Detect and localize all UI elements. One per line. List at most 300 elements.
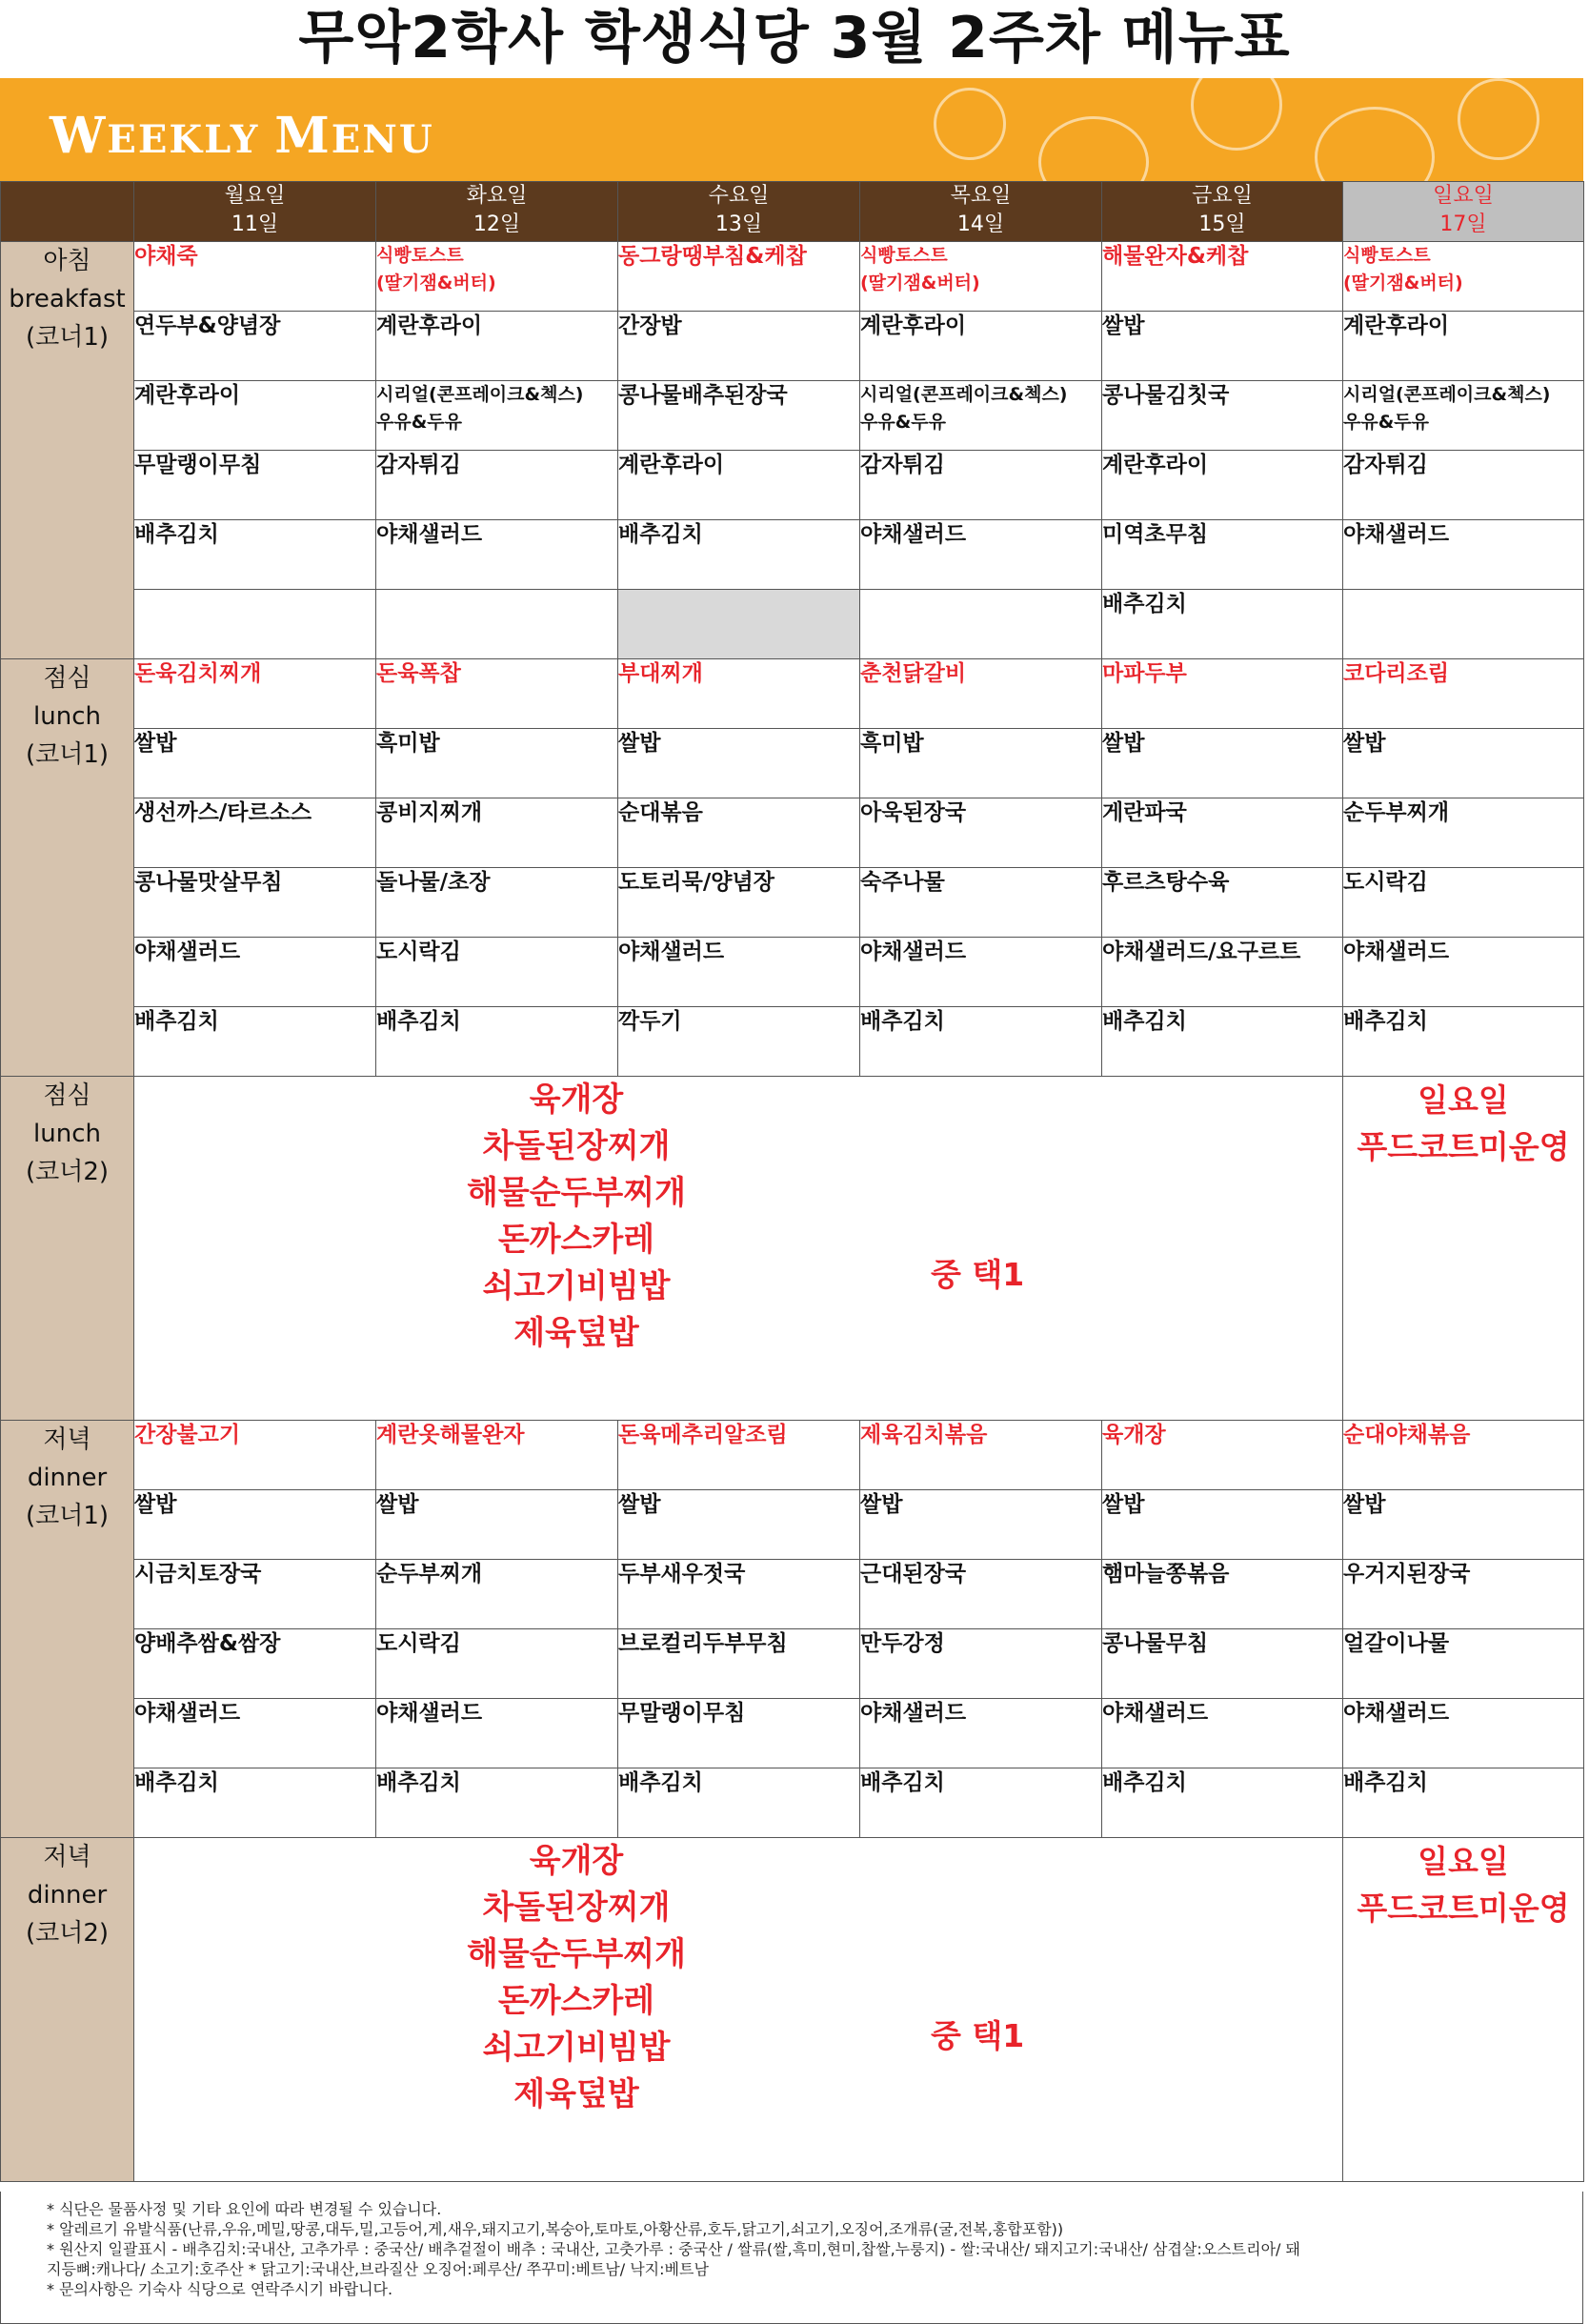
menu-item: 흑미밥 <box>376 731 440 756</box>
menu-item: 미역초무침 <box>1102 522 1209 547</box>
menu-cell <box>1343 798 1584 868</box>
menu-item: 게란파국 <box>1102 800 1187 825</box>
breakfast-row <box>1 590 1584 659</box>
menu-cell <box>1343 1699 1584 1768</box>
weekly-menu-logo: WEEKLY MENU <box>50 107 434 165</box>
day-header: 화요일 12일 <box>376 182 618 242</box>
menu-item: 감자튀김 <box>376 453 461 477</box>
menu-cell <box>618 659 860 729</box>
sunday-note-line: 일요일 <box>1418 1843 1509 1880</box>
menu-item: (딸기잼&버터) <box>860 273 980 293</box>
choice-menu-item: 제육덮밥 <box>513 1314 639 1352</box>
menu-item: 동그랑땡부침&케찹 <box>618 244 807 269</box>
menu-cell <box>860 798 1102 868</box>
menu-item: 연두부&양념장 <box>134 313 281 338</box>
menu-item: 계란후라이 <box>134 383 241 408</box>
menu-item: 야채샐러드 <box>860 940 967 964</box>
menu-item: 시리얼(콘프레이크&첵스) <box>860 384 1068 405</box>
lunch1-row <box>1 868 1584 938</box>
menu-item: 야채샐러드/요구르트 <box>1102 940 1301 964</box>
menu-item: 배추김치 <box>376 1009 461 1034</box>
menu-item: 배추김치 <box>1343 1770 1428 1795</box>
menu-item: 쌀밥 <box>1343 731 1386 756</box>
day-header: 금요일 15일 <box>1102 182 1343 242</box>
menu-cell <box>1343 1560 1584 1629</box>
day-header: 목요일 14일 <box>860 182 1102 242</box>
menu-item: 야채샐러드 <box>1343 1701 1450 1726</box>
menu-item: 해물완자&케찹 <box>1102 244 1249 269</box>
menu-item: 감자튀김 <box>860 453 945 477</box>
dinner1-row <box>1 1421 1584 1490</box>
menu-cell <box>134 1490 376 1560</box>
menu-cell <box>1102 729 1343 798</box>
menu-cell <box>860 242 1102 312</box>
menu-cell <box>376 242 618 312</box>
lunch1-row <box>1 729 1584 798</box>
meal-label-line: dinner <box>27 1464 108 1492</box>
dinner2-sunday-cell <box>1343 1838 1584 2182</box>
menu-cell <box>134 798 376 868</box>
menu-cell <box>860 520 1102 590</box>
menu-cell <box>618 451 860 520</box>
page-title: 무악2학사 학생식당 3월 2주차 메뉴표 <box>298 5 1291 71</box>
meal-label-line: (코너2) <box>25 1158 110 1186</box>
choose-one-note: 중 택1 <box>931 1256 1025 1293</box>
footnote: * 원산지 일괄표시 - 배추김치:국내산, 고추가루 : 중국산/ 배추겉절이 배추 : 국내산, 고춧가루 : 중국산 / 쌀류(쌀,흑미,현미,찹쌀,누룽지) - 쌀:국내산/ 돼지고기:국내산/ 삼겹살:오스트리아/ 돼 <box>47 2240 1300 2258</box>
menu-cell <box>1343 590 1584 659</box>
menu-item: 브로컬리두부무침 <box>618 1631 788 1656</box>
menu-cell <box>860 729 1102 798</box>
menu-cell <box>376 729 618 798</box>
menu-item: 생선까스/타르소스 <box>134 800 312 825</box>
menu-item: 우거지된장국 <box>1343 1562 1471 1586</box>
menu-item: 깍두기 <box>618 1009 682 1034</box>
menu-item: 계란후라이 <box>376 313 483 338</box>
menu-item: 배추김치 <box>618 1770 703 1795</box>
menu-cell <box>1343 1629 1584 1699</box>
menu-cell <box>134 590 376 659</box>
menu-cell <box>1343 1421 1584 1490</box>
dinner1-row <box>1 1490 1584 1560</box>
footnote: * 식단은 물품사정 및 기타 요인에 따라 변경될 수 있습니다. <box>47 2200 442 2218</box>
menu-cell <box>1343 1490 1584 1560</box>
lunch1-row <box>1 938 1584 1007</box>
lunch1-row <box>1 1007 1584 1077</box>
menu-cell <box>860 938 1102 1007</box>
menu-cell <box>618 1699 860 1768</box>
menu-cell <box>1102 1768 1343 1838</box>
meal-label-line: 저녁 <box>43 1843 91 1871</box>
choice-menu-list <box>467 1077 686 1357</box>
menu-item: 시금치토장국 <box>134 1562 262 1586</box>
footnote: 지등뼈:캐나다/ 소고기:호주산 * 닭고기:국내산,브라질산 오징어:페루산/ 쭈꾸미:베트남/ 낙지:베트남 <box>47 2260 709 2278</box>
menu-cell <box>1343 312 1584 381</box>
menu-item: 식빵토스트 <box>1343 245 1431 266</box>
menu-cell <box>1102 798 1343 868</box>
menu-item: 콩나물배추된장국 <box>618 383 788 408</box>
menu-cell <box>1343 868 1584 938</box>
menu-cell <box>618 938 860 1007</box>
menu-item: 우유&두유 <box>1343 412 1429 433</box>
lunch2-sunday-cell <box>1343 1077 1584 1421</box>
menu-cell <box>1343 1768 1584 1838</box>
dinner1-row <box>1 1699 1584 1768</box>
menu-cell <box>618 1421 860 1490</box>
menu-cell <box>1102 312 1343 381</box>
menu-item: 배추김치 <box>134 1009 219 1034</box>
breakfast-row <box>1 242 1584 312</box>
menu-cell <box>1343 381 1584 451</box>
menu-cell <box>134 1007 376 1077</box>
menu-cell <box>376 1490 618 1560</box>
menu-cell <box>1102 1490 1343 1560</box>
dinner1-meal-label <box>1 1421 134 1838</box>
menu-item: 근대된장국 <box>860 1562 967 1586</box>
weekly-menu-banner <box>0 78 1583 181</box>
menu-cell <box>134 312 376 381</box>
sunday-note-line: 푸드코트미운영 <box>1357 1128 1570 1165</box>
menu-cell <box>1343 1007 1584 1077</box>
menu-cell <box>376 938 618 1007</box>
menu-item: 배추김치 <box>1102 1770 1187 1795</box>
choice-menu-item: 육개장 <box>529 1081 624 1119</box>
menu-item: 계란후라이 <box>860 313 967 338</box>
lunch1-meal-label <box>1 659 134 1077</box>
menu-cell <box>618 590 860 659</box>
menu-cell <box>618 242 860 312</box>
day-header: 수요일 13일 <box>618 182 860 242</box>
menu-table <box>0 181 1584 2182</box>
menu-cell <box>860 1421 1102 1490</box>
menu-item: 콩나물김칫국 <box>1102 383 1230 408</box>
dinner1-row <box>1 1768 1584 1838</box>
sunday-note-line: 일요일 <box>1418 1081 1509 1119</box>
menu-item: 돌나물/초장 <box>376 870 491 895</box>
meal-label-line: 점심 <box>43 1081 91 1110</box>
menu-cell <box>618 798 860 868</box>
menu-cell <box>618 381 860 451</box>
menu-cell <box>860 451 1102 520</box>
dinner1-row <box>1 1560 1584 1629</box>
menu-cell <box>1102 659 1343 729</box>
menu-cell <box>134 1421 376 1490</box>
meal-label-line: 아침 <box>43 247 91 275</box>
dinner1-row <box>1 1629 1584 1699</box>
menu-item: 콩나물무침 <box>1102 1631 1209 1656</box>
menu-item: 마파두부 <box>1102 661 1187 686</box>
menu-cell <box>134 1560 376 1629</box>
menu-cell <box>618 1007 860 1077</box>
menu-cell <box>376 868 618 938</box>
menu-item: 쌀밥 <box>860 1492 903 1517</box>
menu-item: 도시락김 <box>1343 870 1428 895</box>
decorative-doodle <box>1315 107 1435 181</box>
meal-label-line: 점심 <box>43 664 91 693</box>
menu-item: 배추김치 <box>618 522 703 547</box>
decorative-doodle <box>1191 78 1282 151</box>
menu-cell <box>860 1629 1102 1699</box>
breakfast-row <box>1 451 1584 520</box>
menu-item: 배추김치 <box>1343 1009 1428 1034</box>
footnote: * 문의사항은 기숙사 식당으로 연락주시기 바랍니다. <box>47 2280 393 2298</box>
menu-item: 순두부찌개 <box>1343 800 1450 825</box>
choice-menu-item: 제육덮밥 <box>513 2075 639 2113</box>
meal-label-line: (코너1) <box>25 1502 110 1530</box>
menu-item: 시리얼(콘프레이크&첵스) <box>1343 384 1551 405</box>
menu-item: 우유&두유 <box>860 412 946 433</box>
sunday-closed-note <box>1343 1077 1583 1170</box>
menu-item: 쌀밥 <box>618 731 661 756</box>
menu-item: 배추김치 <box>376 1770 461 1795</box>
menu-item: 쌀밥 <box>134 1492 177 1517</box>
menu-item: 야채죽 <box>134 244 198 269</box>
menu-item: 부대찌개 <box>618 661 703 686</box>
menu-item: 만두강정 <box>860 1631 945 1656</box>
menu-item: 양배추쌈&쌈장 <box>134 1631 281 1656</box>
menu-item: 배추김치 <box>1102 1009 1187 1034</box>
lunch1-row <box>1 798 1584 868</box>
menu-item: 돈육폭찹 <box>376 661 461 686</box>
choice-menu-item: 육개장 <box>529 1842 624 1880</box>
sunday-closed-note <box>1343 1838 1583 1931</box>
menu-item: 야채샐러드 <box>376 522 483 547</box>
menu-item: 순두부찌개 <box>376 1562 483 1586</box>
choice-menu-item: 쇠고기비빔밥 <box>482 1267 671 1305</box>
menu-item: 후르츠탕수육 <box>1102 870 1230 895</box>
menu-item: 계란옷해물완자 <box>376 1423 525 1447</box>
menu-cell <box>134 1699 376 1768</box>
dinner2-row <box>1 1838 1584 2182</box>
menu-item: 콩비지찌개 <box>376 800 483 825</box>
meal-label-line: (코너2) <box>25 1919 110 1948</box>
menu-item: 쌀밥 <box>1102 1492 1145 1517</box>
menu-cell <box>860 312 1102 381</box>
choice-menu-item: 쇠고기비빔밥 <box>482 2029 671 2067</box>
lunch2-choice-cell <box>134 1077 1343 1421</box>
menu-cell <box>860 1007 1102 1077</box>
menu-item: 쌀밥 <box>1343 1492 1386 1517</box>
lunch2-meal-label <box>1 1077 134 1421</box>
menu-item: 무말랭이무침 <box>134 453 262 477</box>
menu-cell <box>1102 1560 1343 1629</box>
menu-item: 식빵토스트 <box>860 245 948 266</box>
choice-menu-item: 돈까스카레 <box>497 1982 655 2020</box>
footnote: * 알레르기 유발식품(난류,우유,메밀,땅콩,대두,밀,고등어,게,새우,돼지고기,복숭아,토마토,아황산류,호두,닭고기,쇠고기,오징어,조개류(굴,전복,홍합포함)) <box>47 2220 1064 2238</box>
sunday-note-line: 푸드코트미운영 <box>1357 1890 1570 1927</box>
menu-item: 배추김치 <box>134 522 219 547</box>
menu-cell <box>618 1629 860 1699</box>
menu-cell <box>860 1490 1102 1560</box>
menu-item: 코다리조림 <box>1343 661 1450 686</box>
menu-cell <box>134 451 376 520</box>
decorative-doodle <box>934 88 1006 160</box>
menu-cell <box>1343 520 1584 590</box>
lunch1-row <box>1 659 1584 729</box>
menu-cell <box>134 729 376 798</box>
menu-cell <box>618 868 860 938</box>
menu-item: 순대볶음 <box>618 800 703 825</box>
menu-item: 쌀밥 <box>1102 313 1145 338</box>
menu-item: 도시락김 <box>376 940 461 964</box>
menu-cell <box>860 659 1102 729</box>
menu-cell <box>1343 659 1584 729</box>
menu-item: 배추김치 <box>1102 592 1187 616</box>
menu-cell <box>1343 242 1584 312</box>
menu-item: 쌀밥 <box>1102 731 1145 756</box>
menu-cell <box>376 381 618 451</box>
menu-cell <box>376 1007 618 1077</box>
choice-menu-item: 해물순두부찌개 <box>467 1174 686 1212</box>
lunch2-row <box>1 1077 1584 1421</box>
menu-item: 야채샐러드 <box>1343 940 1450 964</box>
menu-cell <box>376 1699 618 1768</box>
dinner2-choice-cell <box>134 1838 1343 2182</box>
breakfast-row <box>1 520 1584 590</box>
meal-label-line: (코너1) <box>25 740 110 769</box>
menu-cell <box>618 1490 860 1560</box>
choose-one-note: 중 택1 <box>931 2017 1025 2054</box>
menu-item: 야채샐러드 <box>134 940 241 964</box>
menu-item: 야채샐러드 <box>860 1701 967 1726</box>
choice-menu-item: 차돌된장찌개 <box>482 1889 671 1927</box>
menu-cell <box>376 590 618 659</box>
menu-cell <box>1102 451 1343 520</box>
menu-item: (딸기잼&버터) <box>376 273 496 293</box>
decorative-doodle <box>1458 78 1539 160</box>
day-header-sunday: 일요일 17일 <box>1343 182 1584 242</box>
menu-cell <box>134 520 376 590</box>
footnotes <box>0 2192 1583 2324</box>
menu-cell <box>618 1768 860 1838</box>
choice-menu-item: 돈까스카레 <box>497 1221 655 1259</box>
menu-cell <box>860 1699 1102 1768</box>
menu-cell <box>134 659 376 729</box>
menu-item: 춘천닭갈비 <box>860 661 967 686</box>
menu-cell <box>860 1768 1102 1838</box>
menu-item: 야채샐러드 <box>1343 522 1450 547</box>
menu-cell <box>860 868 1102 938</box>
menu-item: 배추김치 <box>860 1770 945 1795</box>
menu-cell <box>860 1560 1102 1629</box>
menu-cell <box>134 381 376 451</box>
menu-item: 아욱된장국 <box>860 800 967 825</box>
dinner2-meal-label <box>1 1838 134 2182</box>
menu-cell <box>376 798 618 868</box>
meal-label-line: dinner <box>27 1881 108 1910</box>
menu-item: 시리얼(콘프레이크&첵스) <box>376 384 584 405</box>
menu-item: 육개장 <box>1102 1423 1166 1447</box>
menu-cell <box>618 312 860 381</box>
breakfast-meal-label <box>1 242 134 659</box>
menu-item: 쌀밥 <box>376 1492 419 1517</box>
menu-item: 돈육김치찌개 <box>134 661 262 686</box>
menu-item: 도시락김 <box>376 1631 461 1656</box>
meal-label-line: lunch <box>33 1120 101 1148</box>
menu-cell <box>1102 1007 1343 1077</box>
menu-cell <box>1102 938 1343 1007</box>
meal-label-line: (코너1) <box>25 323 110 352</box>
menu-cell <box>376 451 618 520</box>
header-corner <box>1 182 134 242</box>
menu-cell <box>376 1629 618 1699</box>
meal-label-line: lunch <box>33 702 101 731</box>
breakfast-row <box>1 312 1584 381</box>
menu-item: 배추김치 <box>134 1770 219 1795</box>
menu-cell <box>1102 1629 1343 1699</box>
menu-item: 쌀밥 <box>618 1492 661 1517</box>
menu-cell <box>376 520 618 590</box>
menu-cell <box>860 381 1102 451</box>
menu-item: 무말랭이무침 <box>618 1701 746 1726</box>
menu-item: 야채샐러드 <box>134 1701 241 1726</box>
breakfast-row <box>1 381 1584 451</box>
menu-cell <box>1343 938 1584 1007</box>
menu-cell <box>1343 451 1584 520</box>
menu-cell <box>376 312 618 381</box>
menu-item: 간장밥 <box>618 313 682 338</box>
menu-cell <box>376 659 618 729</box>
menu-item: 야채샐러드 <box>618 940 725 964</box>
menu-cell <box>1343 729 1584 798</box>
menu-item: 도토리묵/양념장 <box>618 870 774 895</box>
day-header: 월요일 11일 <box>134 182 376 242</box>
menu-cell <box>1102 1421 1343 1490</box>
decorative-doodle <box>1038 116 1149 181</box>
meal-label-line: breakfast <box>9 285 126 313</box>
menu-cell <box>134 868 376 938</box>
day-header-row <box>1 182 1584 242</box>
menu-cell <box>860 590 1102 659</box>
menu-item: 제육김치볶음 <box>860 1423 988 1447</box>
menu-item: 야채샐러드 <box>860 522 967 547</box>
menu-cell <box>134 938 376 1007</box>
menu-cell <box>618 729 860 798</box>
menu-cell <box>376 1768 618 1838</box>
menu-item: 감자튀김 <box>1343 453 1428 477</box>
menu-item: 계란후라이 <box>1343 313 1450 338</box>
choice-menu-item: 차돌된장찌개 <box>482 1127 671 1165</box>
menu-item: (딸기잼&버터) <box>1343 273 1463 293</box>
menu-cell <box>134 1768 376 1838</box>
menu-cell <box>1102 520 1343 590</box>
menu-item: 식빵토스트 <box>376 245 464 266</box>
menu-item: 순대야채볶음 <box>1343 1423 1471 1447</box>
menu-item: 야채샐러드 <box>1102 1701 1209 1726</box>
menu-item: 간장불고기 <box>134 1423 241 1447</box>
menu-cell <box>376 1421 618 1490</box>
choice-menu-item: 해물순두부찌개 <box>467 1935 686 1973</box>
menu-item: 두부새우젓국 <box>618 1562 746 1586</box>
menu-cell <box>1102 590 1343 659</box>
menu-item: 야채샐러드 <box>376 1701 483 1726</box>
menu-cell <box>618 1560 860 1629</box>
menu-cell <box>134 1629 376 1699</box>
menu-cell <box>376 1560 618 1629</box>
menu-cell <box>1102 1699 1343 1768</box>
menu-item: 계란후라이 <box>1102 453 1209 477</box>
menu-cell <box>1102 381 1343 451</box>
menu-item: 콩나물맛살무침 <box>134 870 283 895</box>
menu-cell <box>134 242 376 312</box>
meal-label-line: 저녁 <box>43 1425 91 1454</box>
menu-cell <box>1102 242 1343 312</box>
menu-item: 우유&두유 <box>376 412 462 433</box>
menu-item: 계란후라이 <box>618 453 725 477</box>
menu-item: 쌀밥 <box>134 731 177 756</box>
menu-item: 얼갈이나물 <box>1343 1631 1450 1656</box>
menu-cell <box>618 520 860 590</box>
choice-menu-list <box>467 1838 686 2118</box>
